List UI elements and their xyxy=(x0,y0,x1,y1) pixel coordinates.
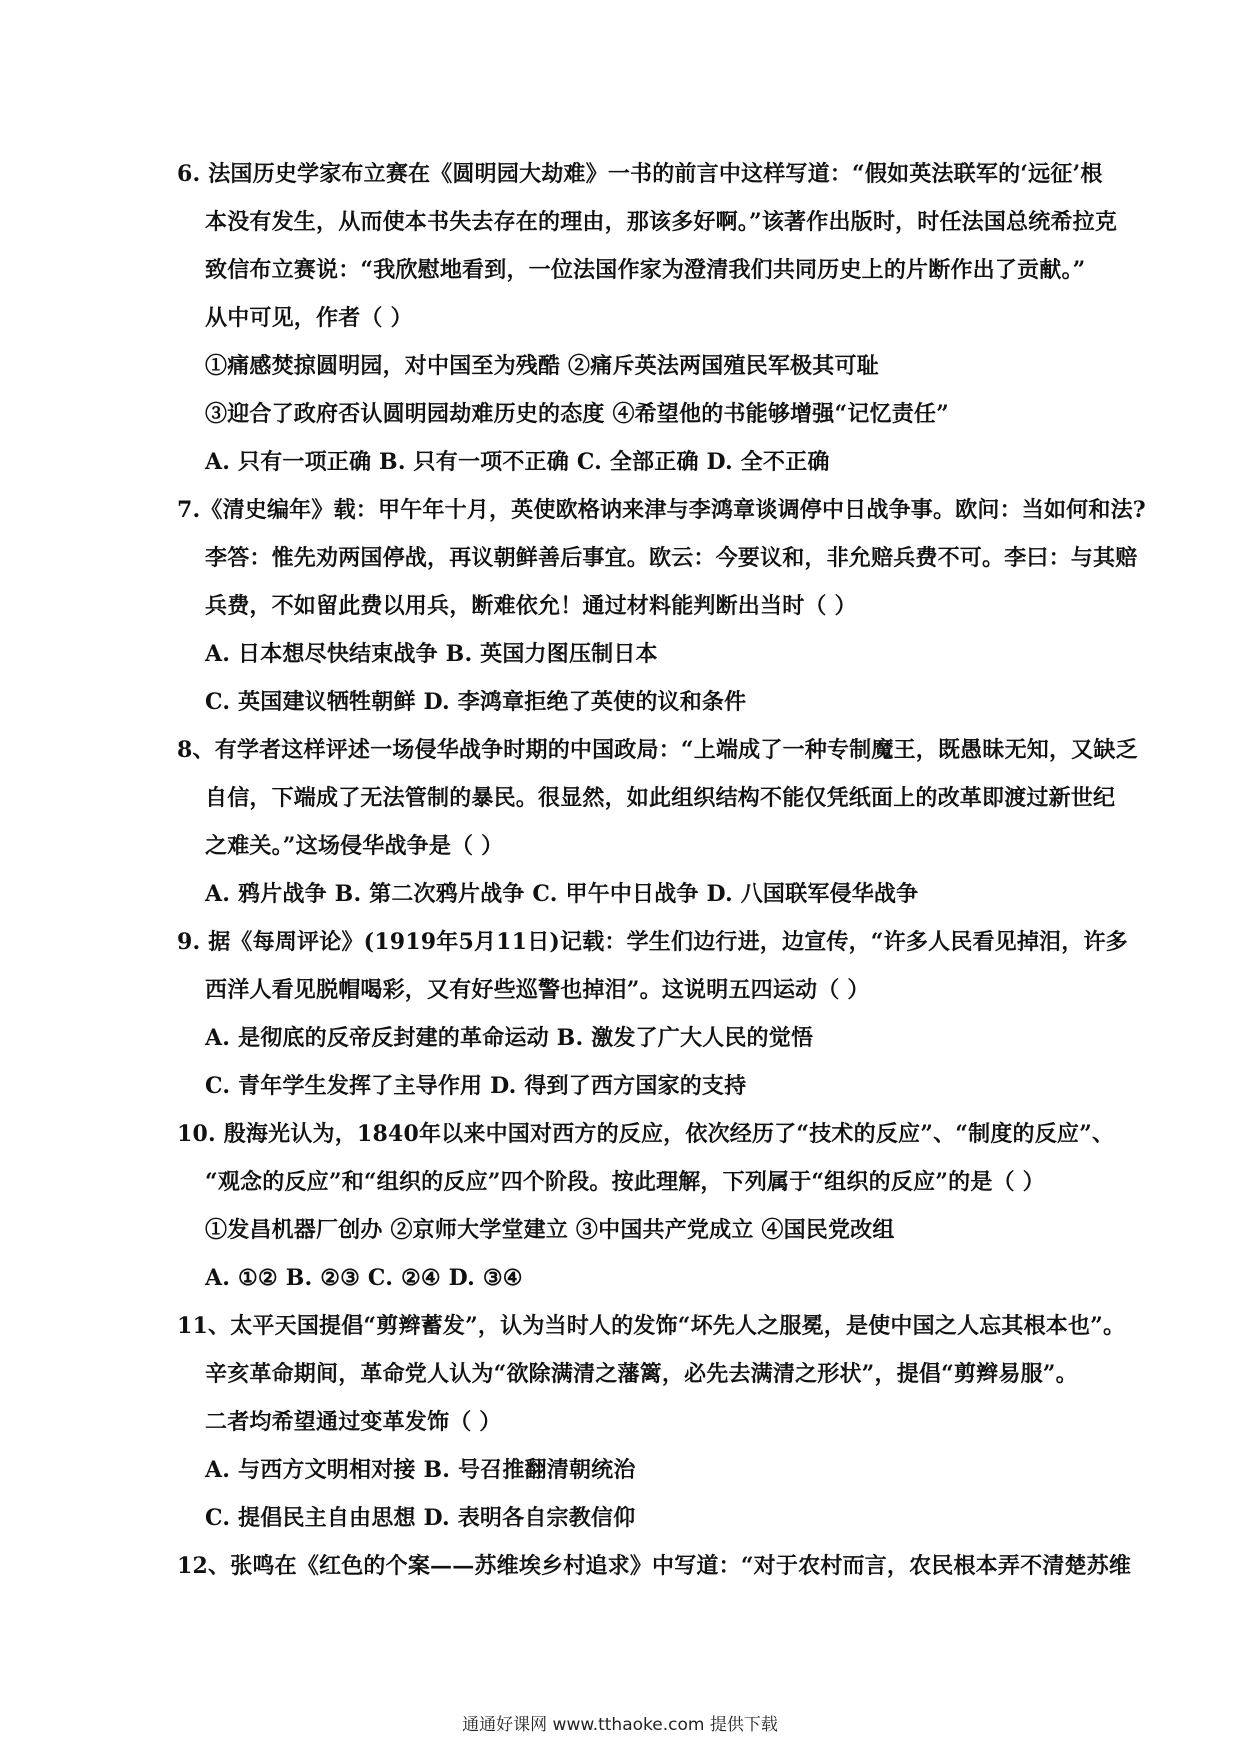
q9-line-1: 9. 据《每周评论》(1919年5月11日)记载：学生们边行进，边宣传，“许多人民看见掉泪，许多 xyxy=(177,929,1128,955)
q10-options: A. ①② B. ②③ C. ②④ D. ③④ xyxy=(205,1265,523,1291)
q6-line-4: 从中可见，作者（ ） xyxy=(205,305,413,331)
q6-statements-1: ①痛感焚掠圆明园，对中国至为残酷 ②痛斥英法两国殖民军极其可耻 xyxy=(205,353,879,379)
q7-line-1: 7.《清史编年》载：甲午年十月，英使欧格讷来津与李鸿章谈调停中日战争事。欧问：当如何和法? xyxy=(177,497,1146,523)
q8-options: A. 鸦片战争 B. 第二次鸦片战争 C. 甲午中日战争 D. 八国联军侵华战争 xyxy=(205,881,919,907)
q11-line-1: 11、太平天国提倡“剪辫蓄发”，认为当时人的发饰“坏先人之服冕，是使中国之人忘其根本也”。 xyxy=(177,1313,1126,1339)
q7-options-2: C. 英国建议牺牲朝鲜 D. 李鸿章拒绝了英使的议和条件 xyxy=(205,689,747,715)
q11-options-2: C. 提倡民主自由思想 D. 表明各自宗教信仰 xyxy=(205,1505,636,1531)
q6-line-2: 本没有发生，从而使本书失去存在的理由，那该多好啊。”该著作出版时，时任法国总统希拉克 xyxy=(205,209,1118,235)
q6-line-1: 6. 法国历史学家布立赛在《圆明园大劫难》一书的前言中这样写道：“假如英法联军的‘远征’根 xyxy=(177,161,1103,187)
q9-options-1: A. 是彻底的反帝反封建的革命运动 B. 激发了广大人民的觉悟 xyxy=(205,1025,814,1051)
q11-line-3: 二者均希望通过变革发饰（ ） xyxy=(205,1409,502,1435)
footer-source: 通通好课网 www.tthaoke.com 提供下载 xyxy=(462,1715,778,1735)
q10-statements: ①发昌机器厂创办 ②京师大学堂建立 ③中国共产党成立 ④国民党改组 xyxy=(205,1217,895,1243)
q7-line-3: 兵费，不如留此费以用兵，断难依允！通过材料能判断出当时（ ） xyxy=(205,593,857,619)
q11-options-1: A. 与西方文明相对接 B. 号召推翻清朝统治 xyxy=(205,1457,636,1483)
q7-options-1: A. 日本想尽快结束战争 B. 英国力图压制日本 xyxy=(205,641,658,667)
q10-line-2: “观念的反应”和“组织的反应”四个阶段。按此理解，下列属于“组织的反应”的是（ ） xyxy=(205,1169,1045,1195)
q12-line-1: 12、张鸣在《红色的个案——苏维埃乡村追求》中写道：“对于农村而言，农民根本弄不清楚苏维 xyxy=(177,1553,1132,1579)
q6-statements-2: ③迎合了政府否认圆明园劫难历史的态度 ④希望他的书能够增强“记忆责任” xyxy=(205,401,949,427)
q8-line-3: 之难关。”这场侵华战争是（ ） xyxy=(205,833,504,859)
q8-line-2: 自信，下端成了无法管制的暴民。很显然，如此组织结构不能仅凭纸面上的改革即渡过新世纪 xyxy=(205,785,1116,811)
q9-line-2: 西洋人看见脱帽喝彩，又有好些巡警也掉泪”。这说明五四运动（ ） xyxy=(205,977,870,1003)
q10-line-1: 10. 殷海光认为，1840年以来中国对西方的反应，依次经历了“技术的反应”、“制度的反应”、 xyxy=(177,1121,1115,1147)
q8-line-1: 8、有学者这样评述一场侵华战争时期的中国政局：“上端成了一种专制魔王，既愚昧无知，又缺乏 xyxy=(177,737,1138,763)
q9-options-2: C. 青年学生发挥了主导作用 D. 得到了西方国家的支持 xyxy=(205,1073,747,1099)
q7-line-2: 李答：惟先劝两国停战，再议朝鲜善后事宜。欧云：今要议和，非允赔兵费不可。李曰：与其赔 xyxy=(205,545,1138,571)
q6-options: A. 只有一项正确 B. 只有一项不正确 C. 全部正确 D. 全不正确 xyxy=(205,449,830,475)
q6-line-3: 致信布立赛说：“我欣慰地看到，一位法国作家为澄清我们共同历史上的片断作出了贡献。” xyxy=(205,257,1086,283)
q11-line-2: 辛亥革命期间，革命党人认为“欲除满清之藩篱，必先去满清之形状”，提倡“剪辫易服”。 xyxy=(205,1361,1078,1387)
